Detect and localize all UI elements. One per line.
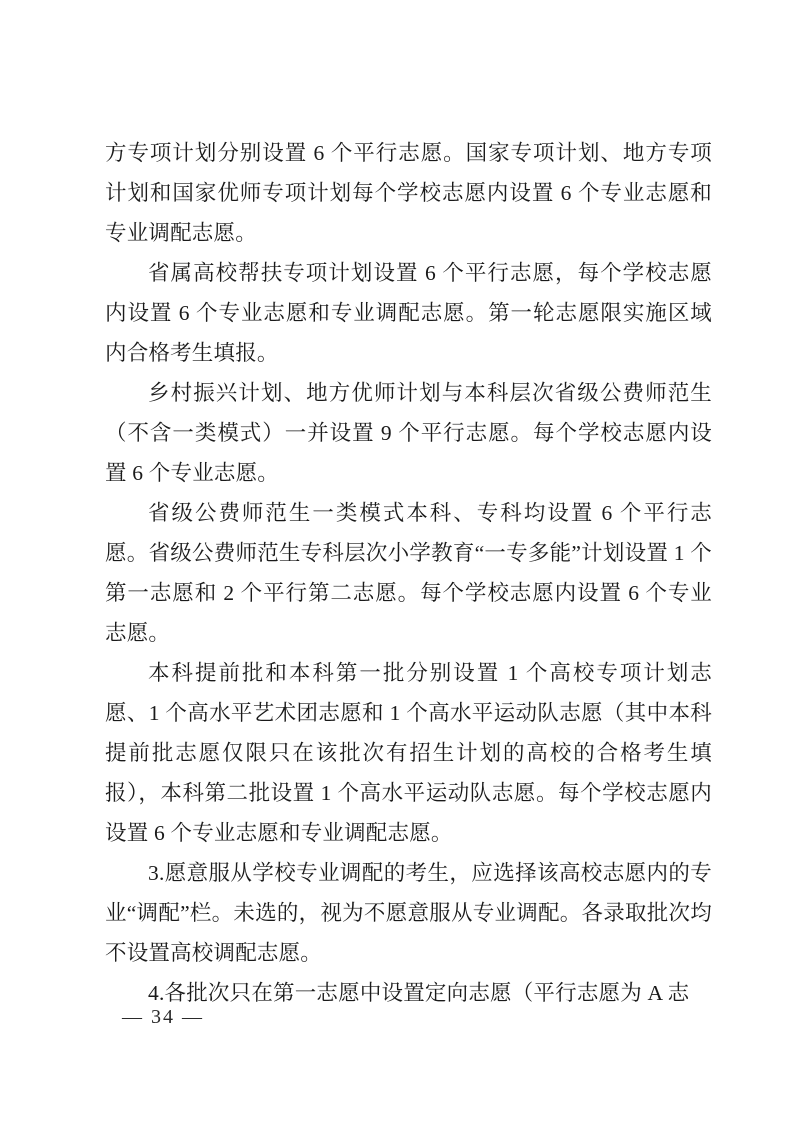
paragraph: 乡村振兴计划、地方优师计划与本科层次省级公费师范生（不含一类模式）一并设置 9 个平行志愿。每个学校志愿内设置 6 个专业志愿。 [105, 381, 712, 485]
paragraph: 省属高校帮扶专项计划设置 6 个平行志愿，每个学校志愿内设置 6 个专业志愿和专业调配志愿。第一轮志愿限实施区域内合格考生填报。 [105, 261, 712, 365]
document-body [105, 133, 712, 1013]
paragraph: 本科提前批和本科第一批分别设置 1 个高校专项计划志愿、1 个高水平艺术团志愿和 1 个高水平运动队志愿（其中本科提前批志愿仅限只在该批次有招生计划的高校的合格考生填报），本科第二批设置 1 个高水平运动队志愿。每个学校志愿内设置 6 个专业志愿和专业调配志愿。 [105, 661, 712, 845]
paragraph-continuation: 方专项计划分别设置 6 个平行志愿。国家专项计划、地方专项计划和国家优师专项计划每个学校志愿内设置 6 个专业志愿和专业调配志愿。 [105, 141, 712, 245]
page-footer [122, 1003, 204, 1031]
paragraph: 省级公费师范生一类模式本科、专科均设置 6 个平行志愿。省级公费师范生专科层次小学教育“一专多能”计划设置 1 个第一志愿和 2 个平行第二志愿。每个学校志愿内设置 6 个专业志愿。 [105, 501, 712, 645]
paragraph: 3.愿意服从学校专业调配的考生，应选择该高校志愿内的专业“调配”栏。未选的，视为不愿意服从专业调配。各录取批次均不设置高校调配志愿。 [105, 861, 712, 965]
paragraph-cutoff: 4.各批次只在第一志愿中设置定向志愿（平行志愿为 A 志 [148, 981, 690, 1005]
page-number: — 34 — [122, 1006, 204, 1028]
